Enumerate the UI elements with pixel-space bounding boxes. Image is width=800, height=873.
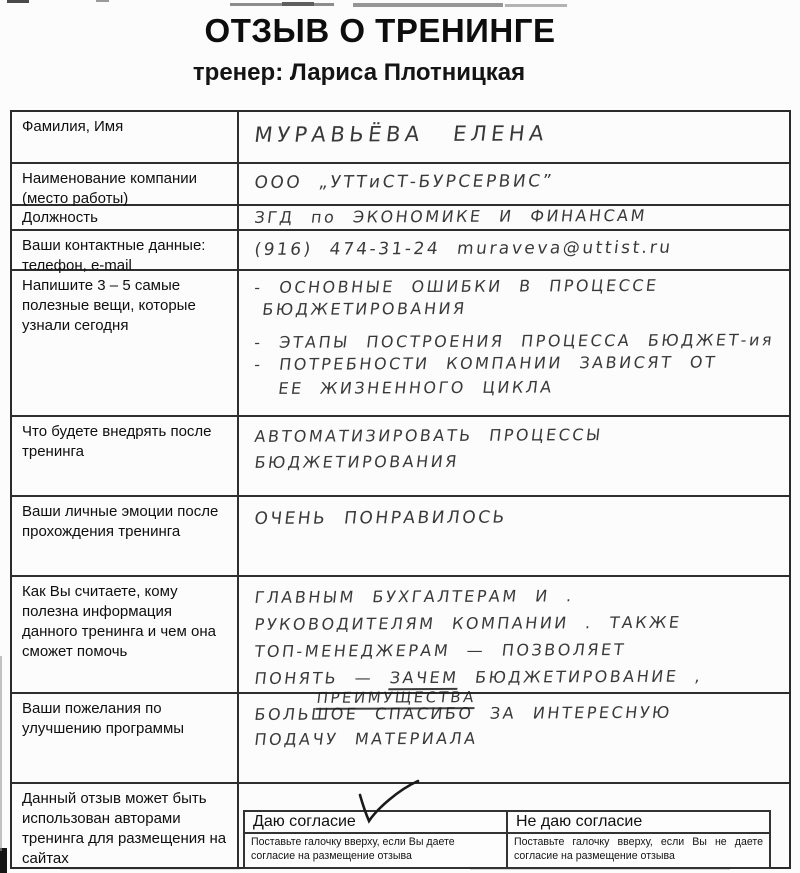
field-value xyxy=(239,784,789,867)
field-label: Данный отзыв может быть использован авторами тренинга для размещения на сайтах xyxy=(12,784,239,867)
field-label: Ваши контактные данные: телефон, e-mail xyxy=(12,231,239,269)
form-row-emotions xyxy=(12,497,789,577)
handwritten-entry: ОЧЕНЬ ПОНРАВИЛОСЬ xyxy=(253,507,508,529)
consent-disagree-cell xyxy=(508,812,769,867)
consent-agree-note: Поставьте галочку вверху, если Вы даете согласие на размещение отзыва xyxy=(251,836,455,862)
form-title: ОТЗЫВ О ТРЕНИНГЕ xyxy=(204,12,556,49)
trainer-subtitle: тренер: Лариса Плотницкая xyxy=(192,59,526,86)
consent-disagree-label: Не даю согласие xyxy=(508,812,769,834)
field-value xyxy=(239,164,789,204)
scan-artifact xyxy=(505,4,567,7)
field-value xyxy=(239,694,789,782)
form-row-wishes xyxy=(12,694,789,784)
field-value xyxy=(239,206,789,229)
field-label: Наименование компании (место работы) xyxy=(12,164,239,204)
handwritten-entry: РУКОВОДИТЕЛЯМ КОМПАНИИ . ТАКЖЕ xyxy=(253,612,683,634)
form-header xyxy=(0,12,760,87)
consent-disagree-note: Поставьте галочку вверху, если Вы не даете согласие на размещение отзыва xyxy=(514,836,763,862)
scan-artifact xyxy=(96,0,109,2)
handwritten-entry: МУРАВЬЁВА ЕЛЕНА xyxy=(253,121,550,147)
handwritten-entry: ПОНЯТЬ — ЗАЧЕМ БЮДЖЕТИРОВАНИЕ , xyxy=(239,662,793,692)
field-label: Как Вы считаете, кому полезна информация данного тренинга и чем она сможет помочь xyxy=(12,577,239,692)
scan-edge-mark xyxy=(0,848,7,873)
scan-artifact xyxy=(282,2,314,6)
form-row-useful-things xyxy=(12,271,789,417)
handwritten-entry: ПОДАЧУ МАТЕРИАЛА xyxy=(253,728,479,749)
field-label: Фамилия, Имя xyxy=(12,112,239,162)
form-row-position xyxy=(12,206,789,231)
handwritten-entry: БЮДЖЕТИРОВАНИЯ xyxy=(253,451,460,472)
form-row-who-benefits xyxy=(12,577,789,707)
field-value xyxy=(239,577,789,707)
handwritten-entry: (916) 474-31-24 muraveva@uttist.ru xyxy=(253,237,674,260)
field-value xyxy=(239,231,789,269)
handwritten-entry: - ЭТАПЫ ПОСТРОЕНИЯ ПРОЦЕССА БЮДЖЕТ-ия xyxy=(253,330,776,352)
consent-checkmark-icon xyxy=(350,778,422,830)
form-row-will-implement xyxy=(12,417,789,497)
scan-artifact xyxy=(7,0,29,3)
form-row-name xyxy=(12,112,789,164)
scan-edge-shadow xyxy=(0,656,2,851)
field-value xyxy=(239,271,789,415)
consent-agree-label: Даю согласие xyxy=(245,812,506,834)
field-label: Должность xyxy=(12,206,239,229)
field-label: Что будете внедрять после тренинга xyxy=(12,417,239,495)
scan-artifact xyxy=(353,3,503,7)
handwritten-entry: - ОСНОВНЫЕ ОШИБКИ В ПРОЦЕССЕ xyxy=(253,275,660,297)
handwritten-entry: ООО „УТТиСТ-БУРСЕРВИС” xyxy=(253,171,555,193)
consent-table xyxy=(243,810,771,869)
field-value xyxy=(239,112,789,162)
handwritten-entry: ГЛАВНЫМ БУХГАЛТЕРАМ И . xyxy=(253,586,576,607)
field-label: Ваши личные эмоции после прохождения тренинга xyxy=(12,497,239,575)
underlined-word: ЗАЧЕМ xyxy=(388,668,459,690)
field-label: Ваши пожелания по улучшению программы xyxy=(12,694,239,782)
handwritten-entry: ТОП-МЕНЕДЖЕРАМ — ПОЗВОЛЯЕТ xyxy=(253,639,628,661)
handwritten-entry: БОЛЬШОЕ СПАСИБО ЗА ИНТЕРЕСНУЮ xyxy=(253,702,673,724)
field-value xyxy=(239,417,789,495)
underlined-word: ПРЕИМУЩЕСТВА xyxy=(315,688,477,710)
handwritten-entry: - ПОТРЕБНОСТИ КОМПАНИИ ЗАВИСЯТ ОТ xyxy=(253,352,719,374)
field-label: Напишите 3 – 5 самые полезные вещи, которые узнали сегодня xyxy=(12,271,239,415)
handwritten-entry: ЗГД по ЭКОНОМИКЕ И ФИНАНСАМ xyxy=(253,205,649,227)
field-value xyxy=(239,497,789,575)
handwritten-entry: БЮДЖЕТИРОВАНИЯ xyxy=(261,298,468,319)
feedback-table xyxy=(10,110,791,869)
form-row-company xyxy=(12,164,789,206)
form-row-contacts xyxy=(12,231,789,274)
handwritten-entry: ЕЕ ЖИЗНЕННОГО ЦИКЛА xyxy=(277,377,555,398)
handwritten-entry: АВТОМАТИЗИРОВАТЬ ПРОЦЕССЫ xyxy=(253,425,604,446)
